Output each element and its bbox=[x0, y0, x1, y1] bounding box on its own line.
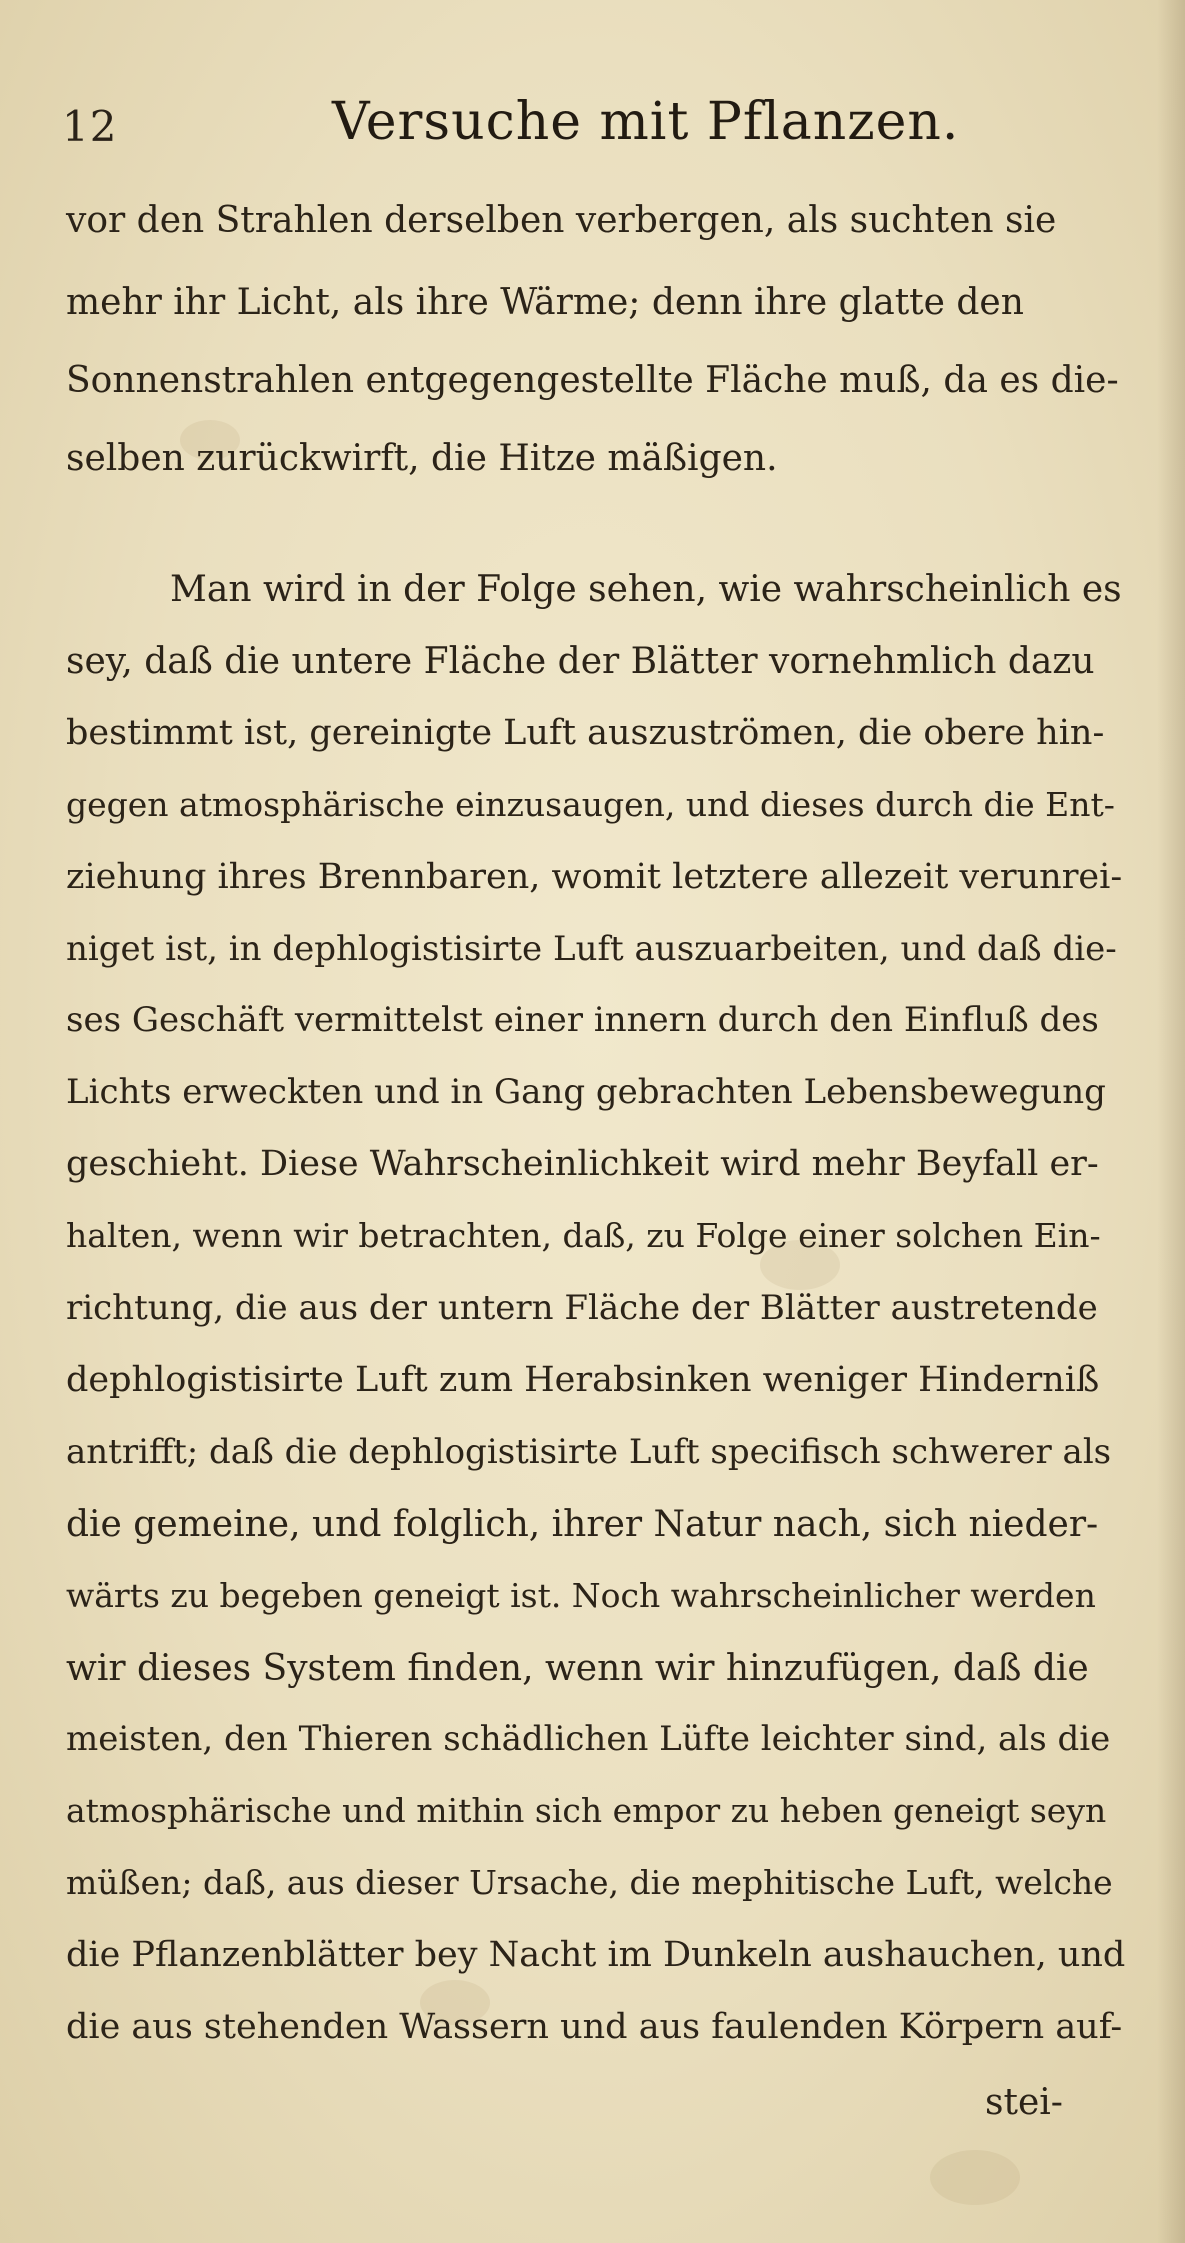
running-title: Versuche mit Pflanzen. bbox=[332, 92, 960, 152]
paper-stain bbox=[930, 2150, 1020, 2205]
text-line: sey, daß die untere Fläche der Blätter vornehmlich dazu bbox=[66, 641, 1095, 682]
text-line: Lichts erweckten und in Gang gebrachten Lebensbewegung bbox=[66, 1072, 1106, 1112]
catchword: stei- bbox=[985, 2082, 1063, 2123]
text-line: atmosphärische und mithin sich empor zu heben geneigt seyn bbox=[66, 1791, 1107, 1830]
text-line: die aus stehenden Wassern und aus faulenden Körpern auf- bbox=[66, 2007, 1123, 2047]
page-header bbox=[62, 92, 1122, 172]
text-line: ziehung ihres Brennbaren, womit letztere allezeit verunrei- bbox=[66, 857, 1123, 897]
text-line: niget ist, in dephlogistisirte Luft auszuarbeiten, und daß die- bbox=[66, 929, 1117, 969]
text-line: Man wird in der Folge sehen, wie wahrscheinlich es bbox=[170, 569, 1122, 610]
text-line: vor den Strahlen derselben verbergen, als suchten sie bbox=[66, 200, 1057, 241]
text-line: geschieht. Diese Wahrscheinlichkeit wird mehr Beyfall er- bbox=[66, 1144, 1099, 1184]
text-line: antrifft; daß die dephlogistisirte Luft specifisch schwerer als bbox=[66, 1432, 1112, 1472]
page-number: 12 bbox=[62, 102, 118, 151]
text-line: dephlogistisirte Luft zum Herabsinken weniger Hinderniß bbox=[66, 1360, 1100, 1400]
text-line: selben zurückwirft, die Hitze mäßigen. bbox=[66, 438, 778, 479]
text-line: bestimmt ist, gereinigte Luft auszuströmen, die obere hin- bbox=[66, 713, 1105, 753]
text-line: meisten, den Thieren schädlichen Lüfte leichter sind, als die bbox=[66, 1719, 1111, 1759]
page-edge-shadow bbox=[1157, 0, 1185, 2243]
text-line: wärts zu begeben geneigt ist. Noch wahrscheinlicher werden bbox=[66, 1576, 1096, 1615]
text-line: richtung, die aus der untern Fläche der Blätter austretende bbox=[66, 1288, 1098, 1328]
text-line: gegen atmosphärische einzusaugen, und dieses durch die Ent- bbox=[66, 785, 1115, 824]
text-line: Sonnenstrahlen entgegengestellte Fläche muß, da es die- bbox=[66, 360, 1119, 401]
text-line: die gemeine, und folglich, ihrer Natur nach, sich nieder- bbox=[66, 1504, 1099, 1545]
text-line: müßen; daß, aus dieser Ursache, die mephitische Luft, welche bbox=[66, 1863, 1113, 1902]
text-line: wir dieses System finden, wenn wir hinzufügen, daß die bbox=[66, 1648, 1089, 1689]
text-line: die Pflanzenblätter bey Nacht im Dunkeln aushauchen, und bbox=[66, 1935, 1126, 1975]
text-line: mehr ihr Licht, als ihre Wärme; denn ihre glatte den bbox=[66, 282, 1024, 323]
text-line: ses Geschäft vermittelst einer innern durch den Einfluß des bbox=[66, 1000, 1099, 1040]
text-line: halten, wenn wir betrachten, daß, zu Folge einer solchen Ein- bbox=[66, 1216, 1101, 1255]
